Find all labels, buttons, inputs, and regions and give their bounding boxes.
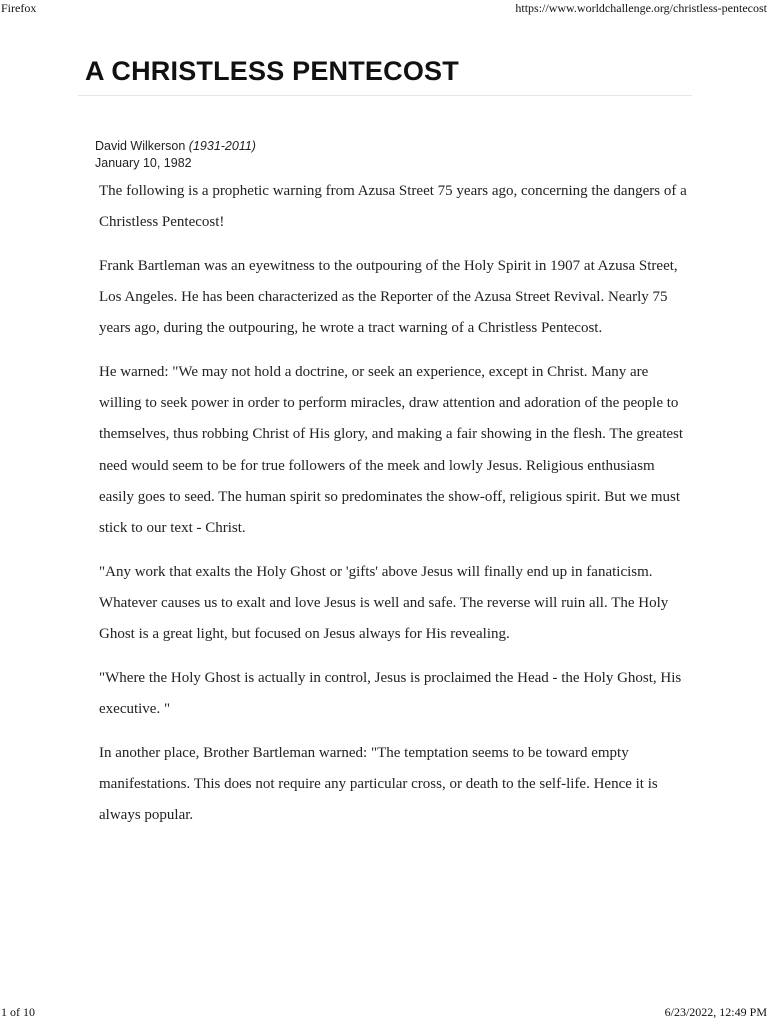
browser-name: Firefox — [1, 1, 37, 15]
title-section — [78, 56, 692, 96]
publish-date: January 10, 1982 — [95, 156, 192, 170]
author-name[interactable]: David Wilkerson — [95, 139, 186, 153]
page-url: https://www.worldchallenge.org/christless-pentecost — [515, 1, 767, 15]
article-paragraph: The following is a prophetic warning from Azusa Street 75 years ago, concerning the dangers of a Christless Pentecost! — [99, 183, 687, 231]
article-paragraph: In another place, Brother Bartleman warned: "The temptation seems to be toward empty manifestations. This does not require any particular cross, or death to the self-life. Hence it is always popular. — [99, 744, 658, 824]
byline — [95, 138, 256, 172]
print-footer — [0, 1005, 768, 1020]
article-body — [99, 176, 689, 844]
print-timestamp: 6/23/2022, 12:49 PM — [664, 1005, 767, 1019]
author-years: (1931-2011) — [188, 139, 256, 153]
author-line — [95, 138, 256, 155]
page-count: 1 of 10 — [1, 1005, 35, 1019]
article-paragraph: He warned: "We may not hold a doctrine, or seek an experience, except in Christ. Many are willing to seek power in order to perform miracles, draw attention and adoration of the people to themselves, thus robbing Christ of His glory, and making a fair showing in the flesh. The greatest need would seem to be for true followers of the meek and lowly Jesus. Religious enthusiasm easily goes to seed. The human spirit so predominates the show-off, religious spirit. But we must stick to our text - Christ. — [99, 364, 684, 537]
page-title: A CHRISTLESS PENTECOST — [85, 56, 459, 86]
article-paragraph: Frank Bartleman was an eyewitness to the outpouring of the Holy Spirit in 1907 at Azusa Street, Los Angeles. He has been characterized as the Reporter of the Azusa Street Revival. Nearly 75 years ago, during the outpouring, he wrote a tract warning of a Christless Pentecost. — [99, 257, 678, 337]
article-paragraph: "Where the Holy Ghost is actually in control, Jesus is proclaimed the Head - the Holy Ghost, His executive. " — [99, 669, 682, 718]
print-header — [0, 1, 768, 16]
article-paragraph: "Any work that exalts the Holy Ghost or 'gifts' above Jesus will finally end up in fanaticism. Whatever causes us to exalt and love Jesus is well and safe. The reverse will ruin all. The Holy Ghost is a great light, but focused on Jesus always for His revealing. — [99, 563, 669, 643]
